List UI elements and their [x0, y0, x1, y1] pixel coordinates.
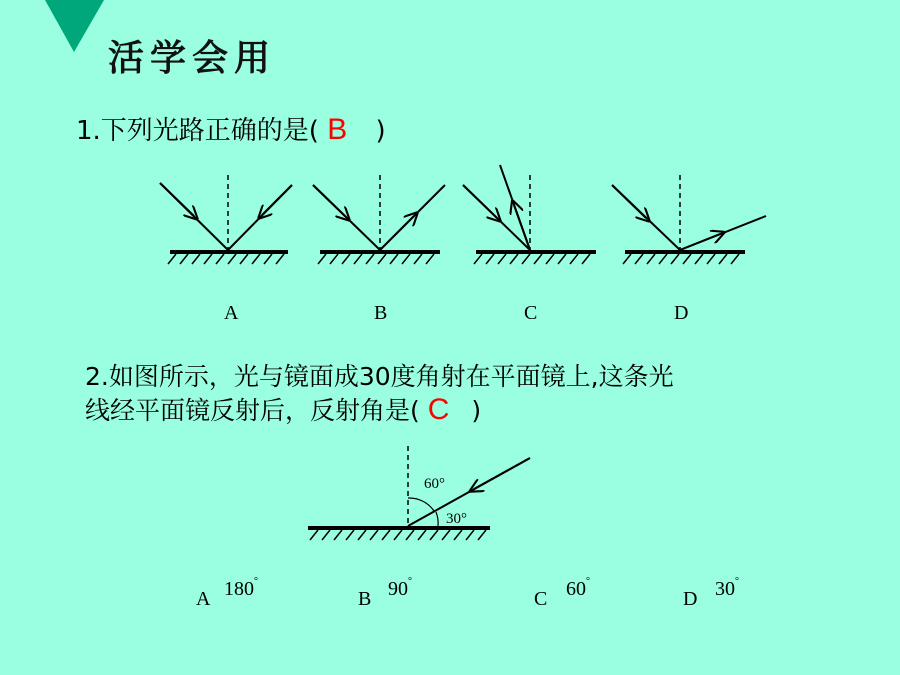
question-2-text: 线经平面镜反射后，反射角是( [85, 396, 420, 425]
choice-c-value: 60 [566, 578, 586, 600]
question-1-text: 1.下列光路正确的是( [76, 116, 319, 146]
option-d-label: D [674, 302, 689, 324]
choice-d-value: 30 [715, 578, 735, 600]
choice-b-unit: ° [408, 576, 412, 587]
question-2-line-2 [85, 393, 805, 427]
question-1-close: ) [375, 116, 386, 146]
choice-a-letter: A [196, 588, 211, 610]
choice-b-letter: B [358, 588, 372, 610]
angle-bottom-label: 30° [446, 511, 467, 527]
choice-c-unit: ° [586, 576, 590, 587]
diagram-a [160, 175, 292, 264]
choice-b-value: 90 [388, 578, 408, 600]
option-a-label: A [224, 302, 239, 324]
choice-a-value: 180 [224, 578, 254, 600]
angle-top-label: 60° [424, 476, 445, 492]
question-2-line-1: 2.如图所示，光与镜面成30度角射在平面镜上,这条光 [85, 362, 674, 391]
option-c-label: C [524, 302, 538, 324]
diagram-b [313, 175, 445, 264]
diagram-q2 [308, 446, 530, 540]
slide-title: 活学会用 [108, 38, 277, 79]
option-b-label: B [374, 302, 388, 324]
choice-a-unit: ° [254, 576, 258, 587]
choice-d-letter: D [683, 588, 698, 610]
question-2-answer: C [427, 393, 450, 426]
question-2-close: ) [471, 396, 482, 425]
question-1-answer: B [327, 113, 348, 146]
question-2 [85, 360, 805, 427]
choice-c-letter: C [534, 588, 548, 610]
diagram-d [612, 175, 766, 264]
choice-d-unit: ° [735, 576, 739, 587]
diagram-c [463, 165, 596, 264]
